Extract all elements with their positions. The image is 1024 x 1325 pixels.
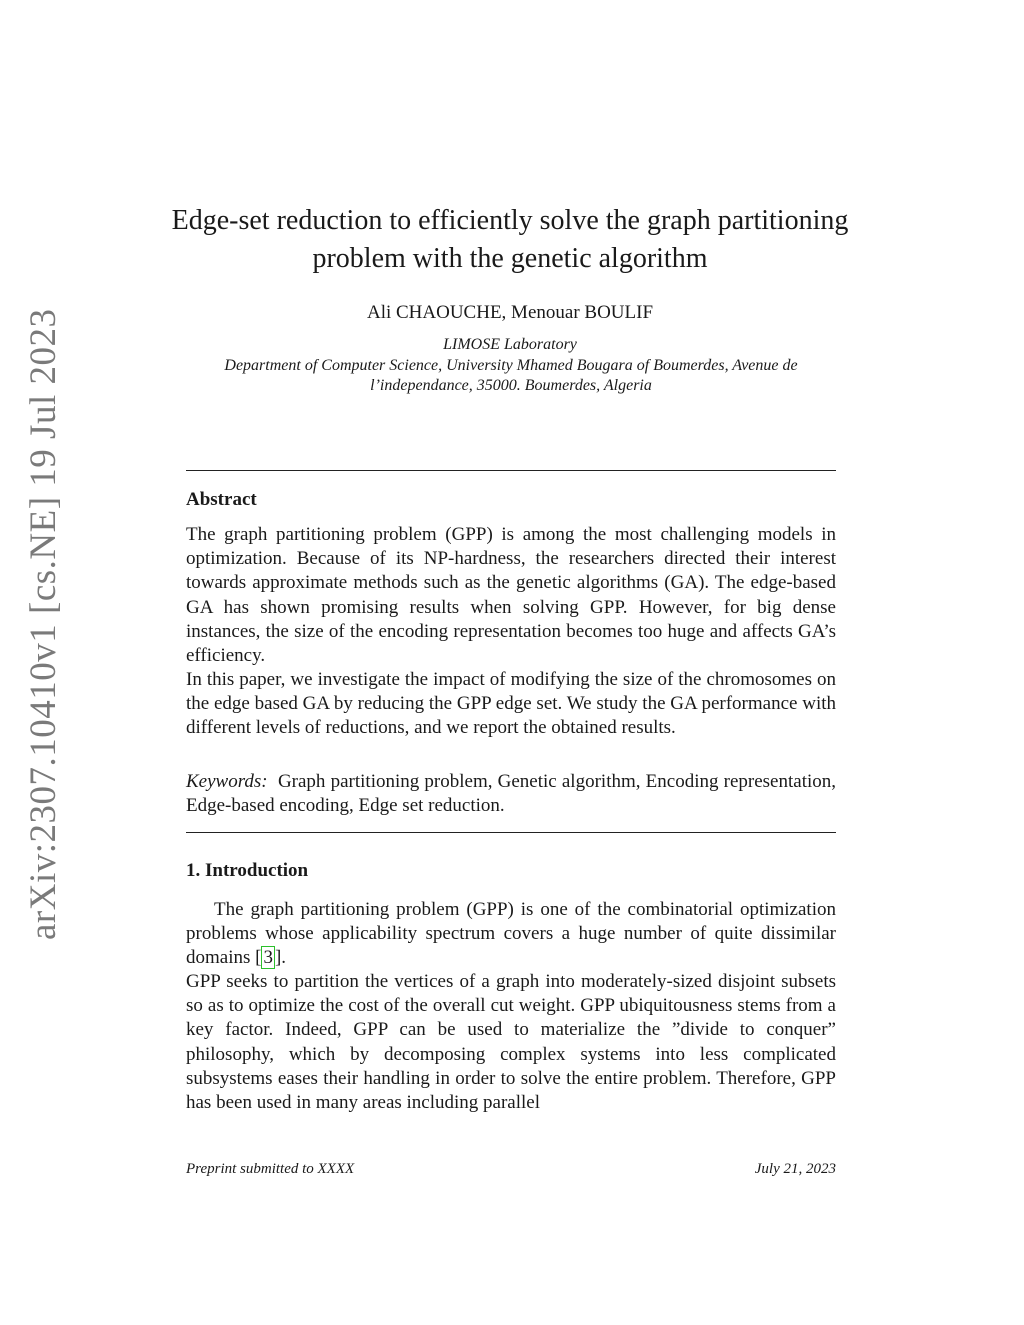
lab-name: LIMOSE Laboratory xyxy=(443,336,577,353)
introduction-heading: 1. Introduction xyxy=(186,860,309,881)
introduction-paragraph-1: The graph partitioning problem (GPP) is one of the combinatorial optimization problems whose applicability spectrum covers a huge number of quite dissimilar domains [ 3 ]. xyxy=(186,899,836,969)
intro-p1-text: The graph partitioning problem (GPP) is one of the combinatorial optimization problems whose applicability spectrum covers a huge number of quite dissimilar domains xyxy=(186,899,836,969)
author-list: Ali CHAOUCHE, Menouar BOULIF xyxy=(366,302,654,323)
intro-p1-end: . xyxy=(281,947,287,969)
arxiv-identifier: arXiv:2307.10410v1 [cs.NE] 19 Jul 2023 xyxy=(23,308,64,940)
abstract-top-rule xyxy=(186,470,836,471)
abstract-bottom-rule xyxy=(186,832,836,833)
keywords xyxy=(186,770,836,818)
introduction-paragraph-2: GPP seeks to partition the vertices of a graph into moderately-sized disjoint subsets so as to optimize the cost of the overall cut weight. GPP ubiquitousness stems from a key factor. Indeed, GPP can be used to materialize the ”divide to conquer” philosophy, which by decomposing complex systems into less complicated subsystems eases their handling in order to solve the entire problem. Therefore, GPP has been used in many areas including parallel xyxy=(186,971,836,1114)
paper-title: Edge-set reduction to efficiently solve the graph partitioning problem with the genetic algorithm xyxy=(171,205,849,274)
keywords-text: Graph partitioning problem, Genetic algorithm, Encoding representation, Edge-based encoding, Edge set reduction. xyxy=(186,771,837,817)
abstract-paragraph-2: In this paper, we investigate the impact of modifying the size of the chromosomes on the edge based GA by reducing the GPP edge set. We study the GA performance with different levels of reductions, and we report the obtained results. xyxy=(186,669,836,739)
citation-link[interactable]: 3 xyxy=(263,947,273,969)
affiliation: Department of Computer Science, University Mhamed Bougara of Boumerdes, Avenue de l’independance, 35000. Boumerdes, Algeria xyxy=(224,357,798,394)
footer-preprint: Preprint submitted to XXXX xyxy=(186,1161,355,1177)
abstract-paragraph-1: The graph partitioning problem (GPP) is among the most challenging models in optimization. Because of its NP-hardness, the researchers directed their interest towards approximate methods such as the genetic algorithms (GA). The edge-based GA has shown promising results when solving GPP. However, for big dense instances, the size of the encoding representation becomes too huge and affects GA’s efficiency. xyxy=(186,524,836,667)
footer-date: July 21, 2023 xyxy=(754,1161,836,1177)
abstract-heading: Abstract xyxy=(186,489,257,510)
keywords-label: Keywords: xyxy=(186,771,268,792)
